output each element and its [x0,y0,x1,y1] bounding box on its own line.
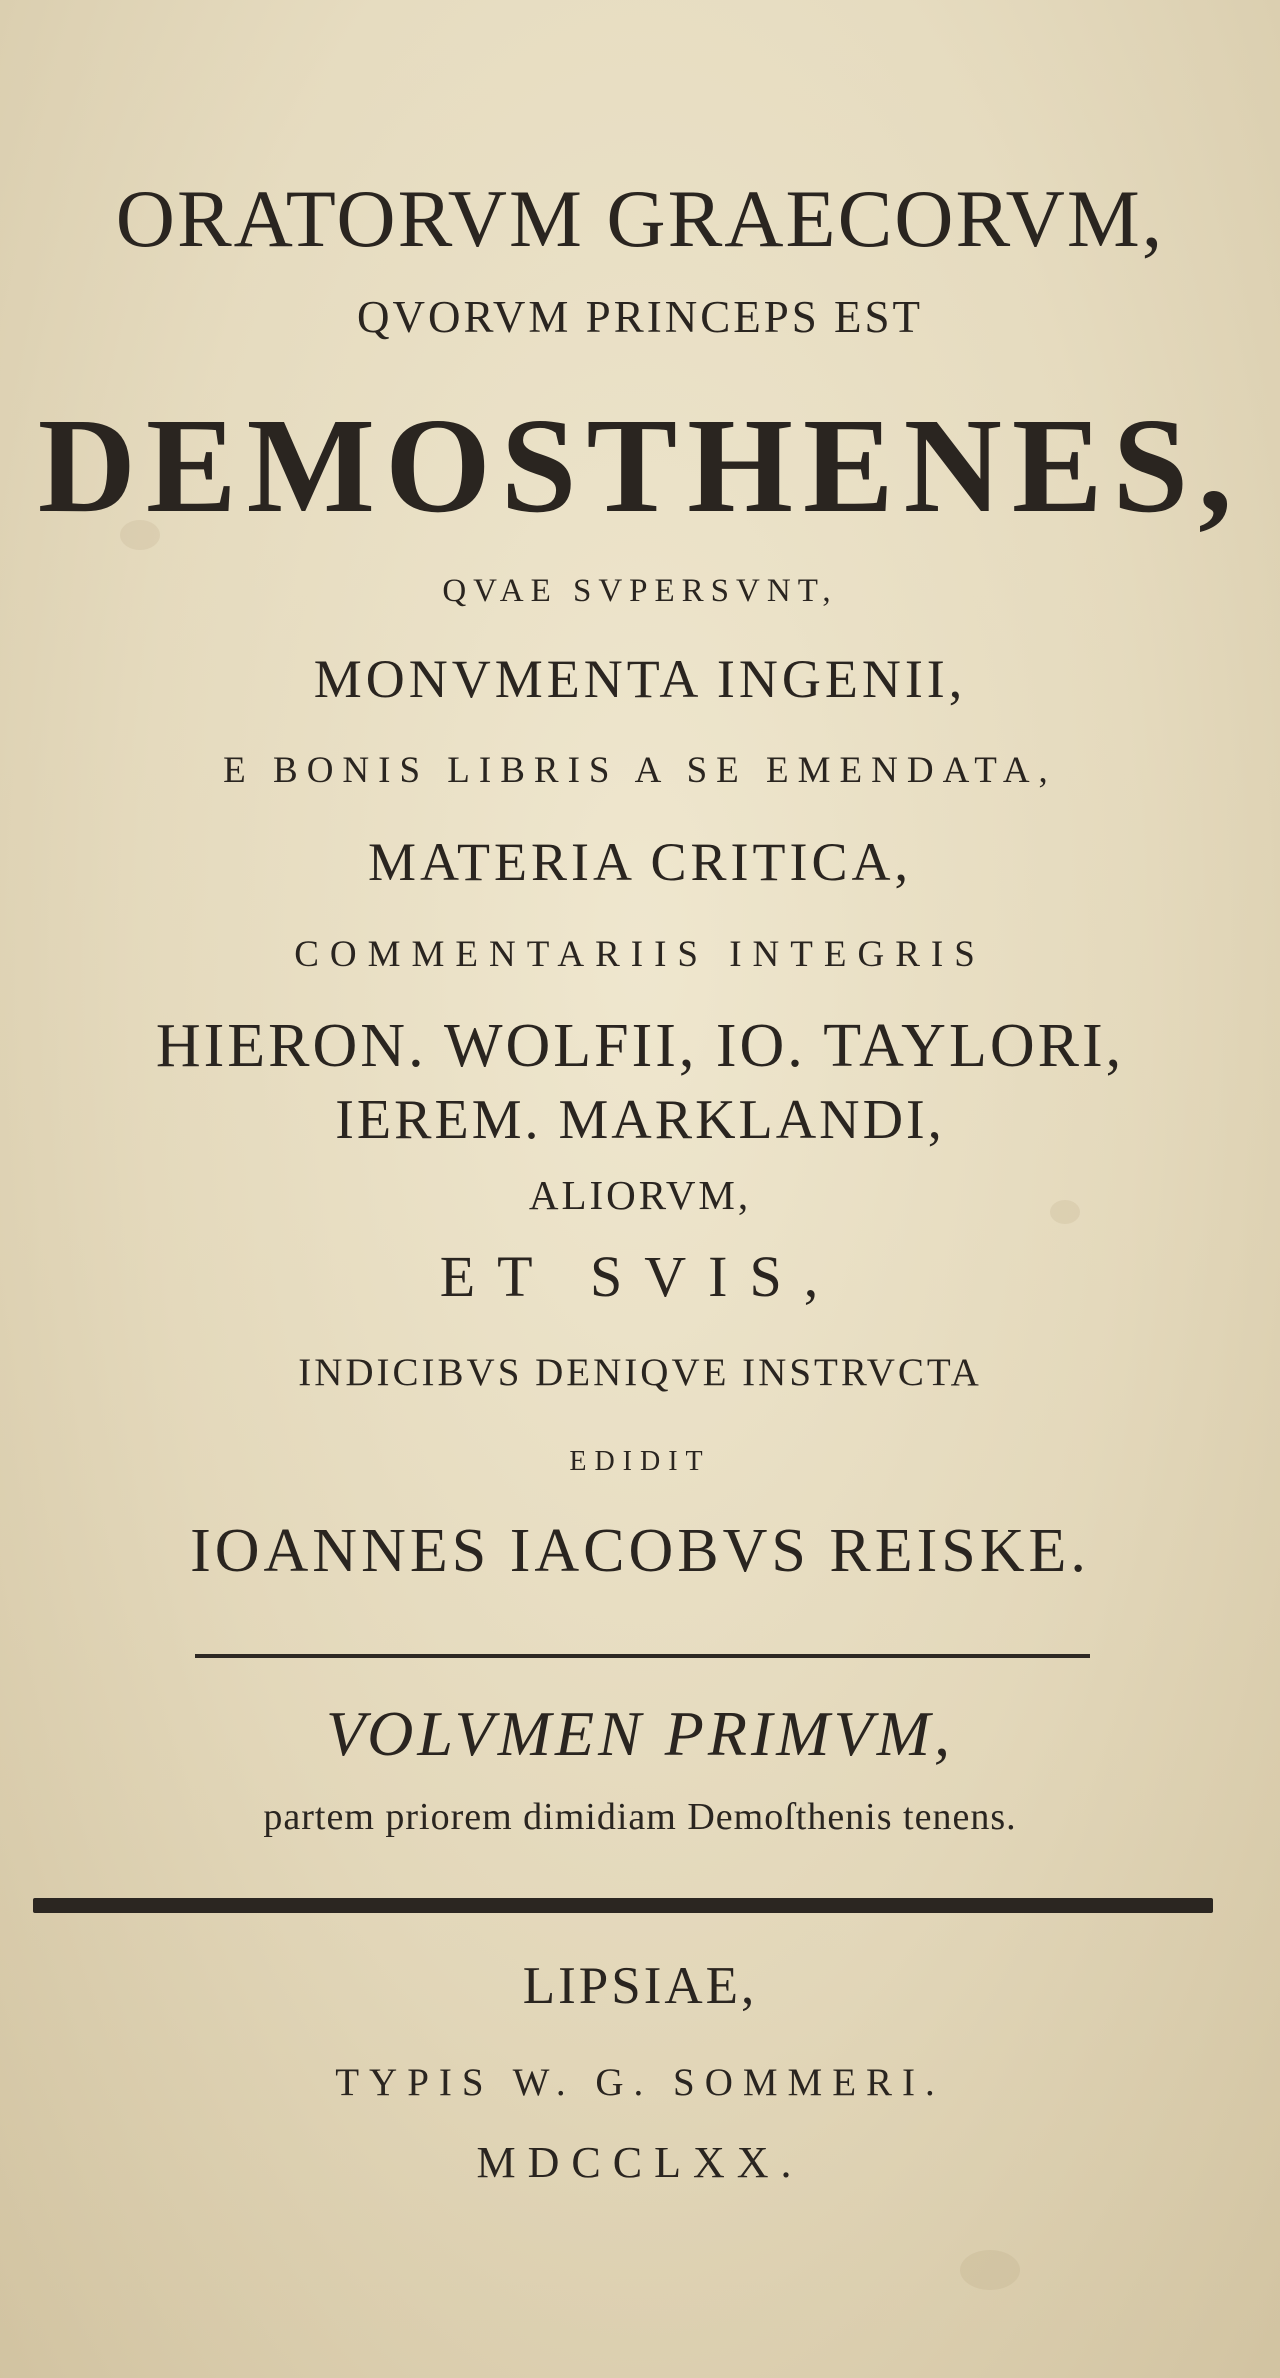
title-line-2: QVORVM PRINCEPS EST [357,292,923,342]
author-name: DEMOSTHENES, [37,391,1243,541]
title-line-7: MATERIA CRITICA, [367,832,912,892]
divider-rule-thick [33,1898,1213,1913]
title-line-13: INDICIBVS DENIQVE INSTRVCTA [298,1351,982,1394]
edidit-label: EDIDIT [569,1446,711,1477]
imprint-year: MDCCLXX. [476,2138,804,2187]
title-line-12: ET SVIS, [439,1244,841,1309]
title-line-8: COMMENTARIIS INTEGRIS [294,934,986,975]
divider-rule-thin [195,1654,1090,1658]
paper-stain [960,2250,1020,2290]
imprint-place: LIPSIAE, [522,1957,758,2015]
title-line-5: MONVMENTA INGENII, [313,649,967,709]
title-line-6: E BONIS LIBRIS A SE EMENDATA, [223,750,1057,791]
volume-subtitle: partem priorem dimidiam Demoſthenis tenens. [263,1796,1017,1838]
title-line-11: ALIORVM, [528,1172,752,1218]
title-line-4: QVAE SVPERSVNT, [442,573,838,609]
title-line-10: IEREM. MARKLANDI, [335,1089,945,1151]
work-title: ORATORVM GRAECORVM, [115,173,1165,264]
volume-title: VOLVMEN PRIMVM, [325,1698,955,1769]
editor-name: IOANNES IACOBVS REISKE. [190,1517,1090,1585]
title-line-9: HIERON. WOLFII, IO. TAYLORI, [155,1012,1125,1080]
imprint-printer: TYPIS W. G. SOMMERI. [335,2061,945,2104]
